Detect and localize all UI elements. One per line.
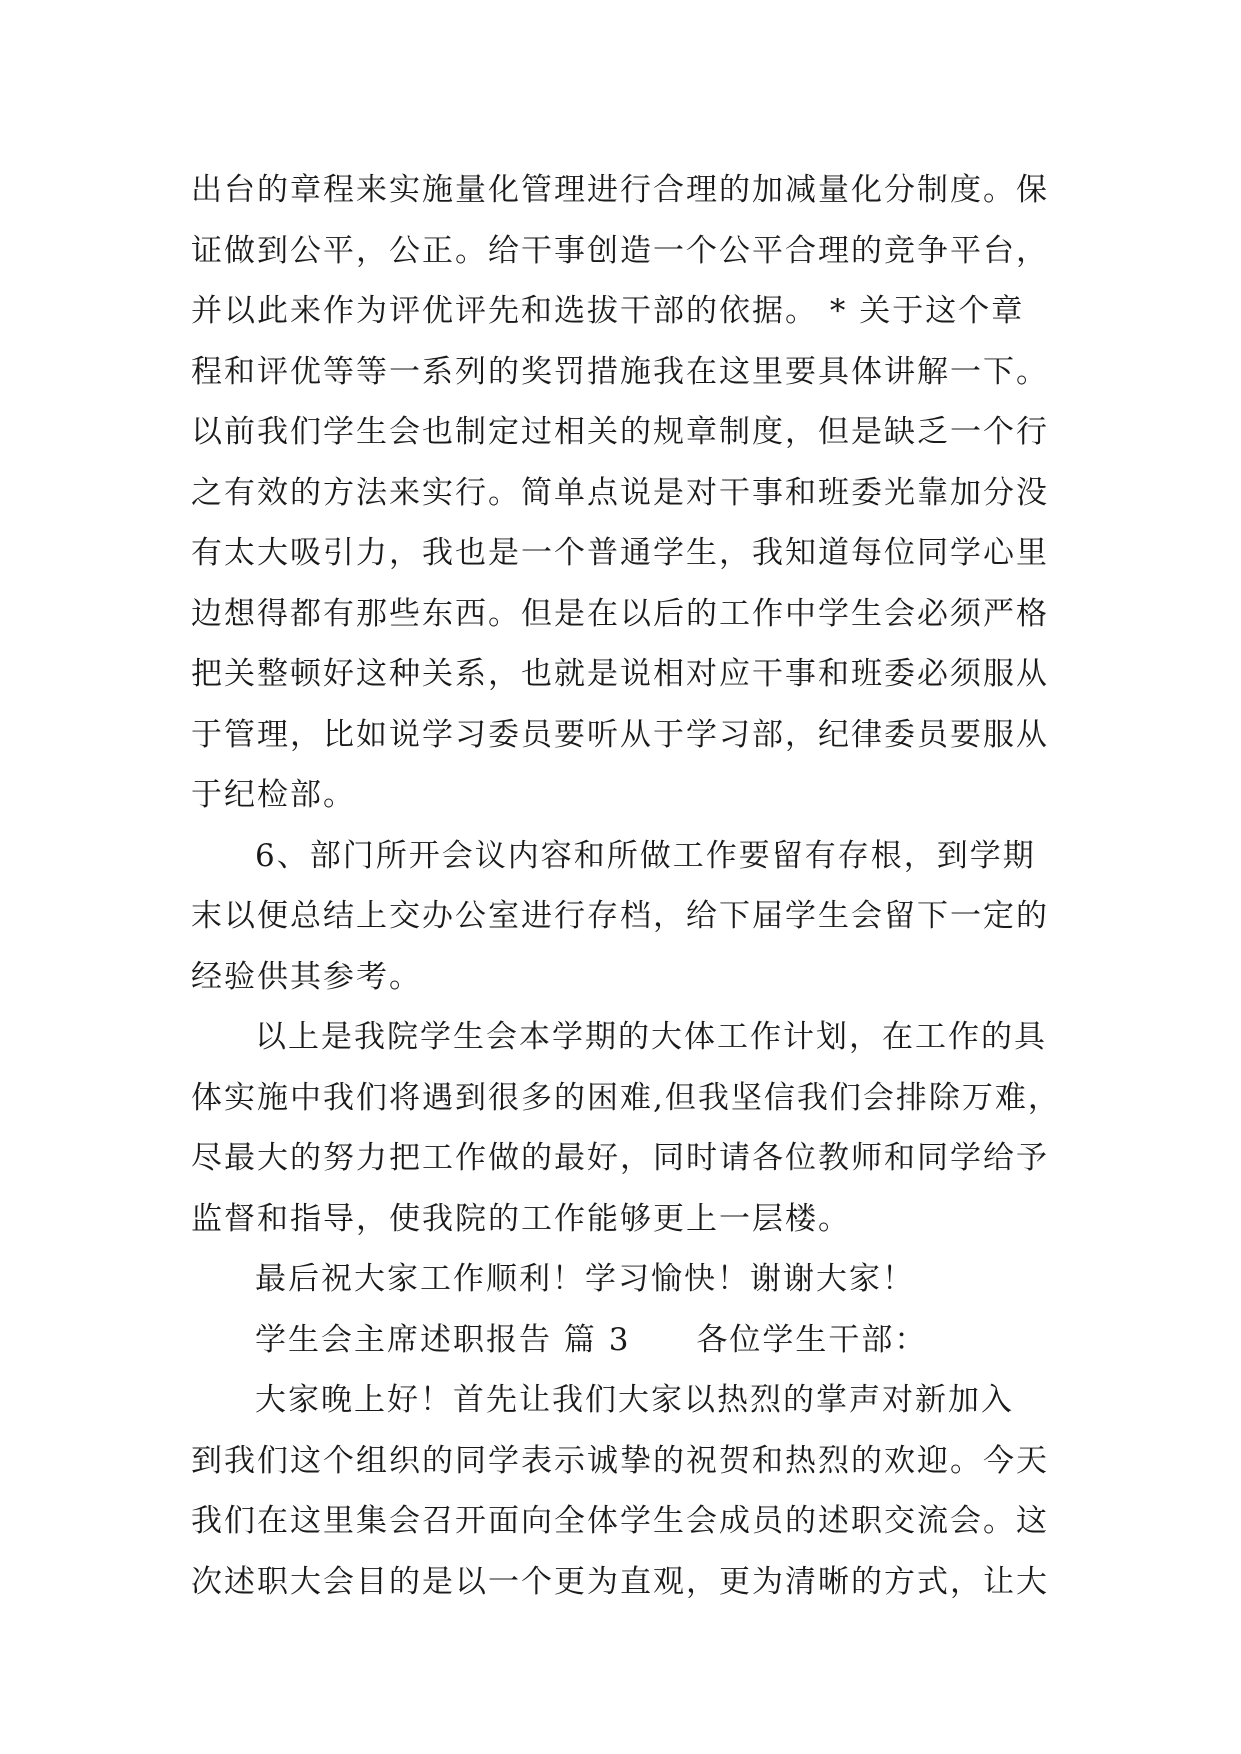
paragraph-start-line: 大家晚上好！首先让我们大家以热烈的掌声对新加入 [255,1382,1014,1418]
text-line: 末以便总结上交办公室进行存档，给下届学生会留下一定的 [191,898,1049,934]
paragraph-start-line: 以上是我院学生会本学期的大体工作计划，在工作的具 [255,1019,1047,1055]
text-line: 以前我们学生会也制定过相关的规章制度，但是缺乏一个行 [191,414,1049,450]
text-line: 证做到公平，公正。给干事创造一个公平合理的竞争平台， [191,232,1049,269]
text-line: 把关整顿好这种关系，也就是说相对应干事和班委必须服从 [191,656,1049,692]
text-line: 到我们这个组织的同学表示诚挚的祝贺和热烈的欢迎。今天 [191,1442,1049,1479]
body-text [191,160,1061,1612]
text-line: 次述职大会目的是以一个更为直观，更为清晰的方式，让大 [191,1563,1049,1600]
text-line: 边想得都有那些东西。但是在以后的工作中学生会必须严格 [191,595,1049,632]
section-heading-line: 学生会主席述职报告 篇 3 各位学生干部： [255,1321,928,1358]
text-line: 有太大吸引力，我也是一个普通学生，我知道每位同学心里 [191,535,1049,571]
paragraph-start-line: 6、部门所开会议内容和所做工作要留有存根，到学期 [255,837,1036,874]
text-line: 我们在这里集会召开面向全体学生会成员的述职交流会。这 [191,1503,1049,1539]
paragraph-start-line: 最后祝大家工作顺利！学习愉快！谢谢大家！ [255,1261,915,1297]
text-line: 尽最大的努力把工作做的最好，同时请各位教师和同学给予 [191,1140,1049,1176]
text-line: 于管理，比如说学习委员要听从于学习部，纪律委员要服从 [191,716,1049,753]
text-line: 监督和指导，使我院的工作能够更上一层楼。 [191,1200,851,1237]
text-line: 出台的章程来实施量化管理进行合理的加减量化分制度。保 [191,172,1049,208]
text-line: 体实施中我们将遇到很多的困难,但我坚信我们会排除万难， [191,1079,1061,1116]
text-line: 于纪检部。 [191,777,356,813]
text-line: 经验供其参考。 [191,958,422,995]
text-line: 程和评优等等一系列的奖罚措施我在这里要具体讲解一下。 [191,353,1049,390]
text-line: 之有效的方法来实行。简单点说是对干事和班委光靠加分没 [191,474,1049,511]
text-line: 并以此来作为评优评先和选拔干部的依据。 * 关于这个章 [191,293,1025,329]
